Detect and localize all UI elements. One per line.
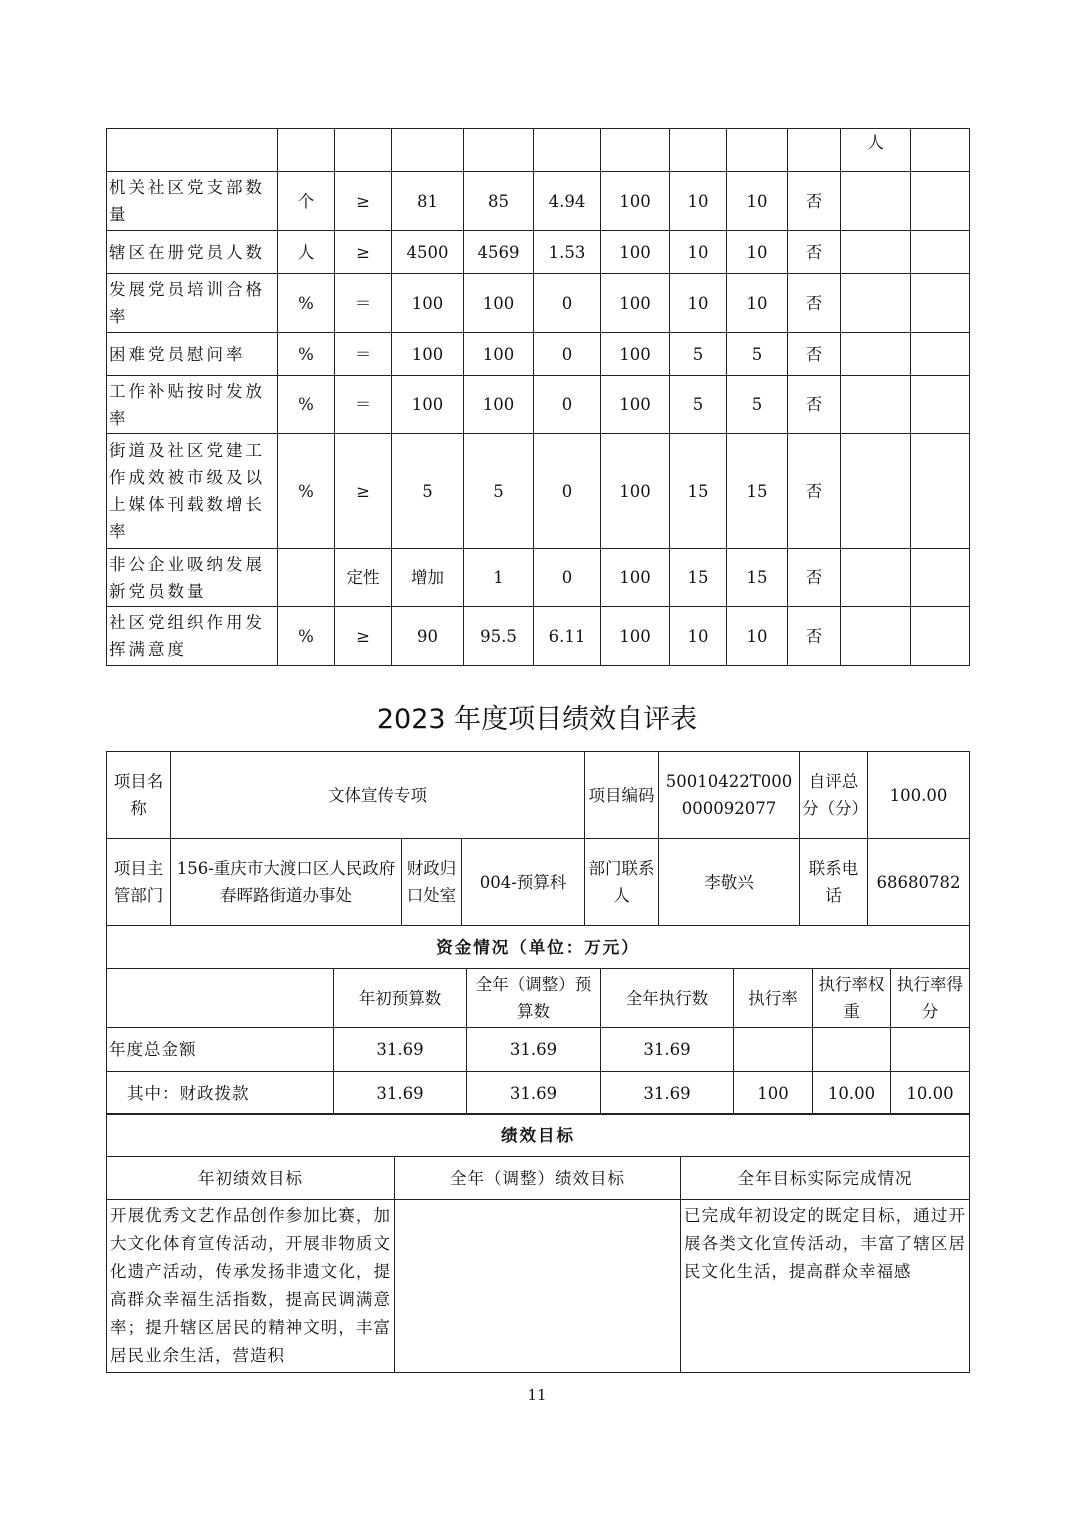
table-row [107, 274, 970, 333]
funds-header: 执行率得分 [891, 969, 970, 1028]
funds-row-label: 其中：财政拨款 [107, 1072, 334, 1115]
table-row [107, 839, 970, 926]
dept-label: 项目主管部门 [107, 839, 171, 926]
indicator-name: 困难党员慰问率 [107, 333, 278, 376]
weight-cell: 10 [670, 274, 727, 333]
self-score-label: 自评总分（分） [800, 752, 868, 839]
dept-value: 156-重庆市大渡口区人民政府春晖路街道办事处 [171, 839, 402, 926]
op-cell: ≥ [335, 434, 392, 549]
score-cell: 10 [727, 231, 788, 274]
funds-row-label: 年度总金额 [107, 1028, 334, 1072]
rate-cell: 100 [601, 376, 670, 434]
actual-cell: 100 [464, 274, 534, 333]
funds-header: 执行率 [734, 969, 813, 1028]
unit-cell: % [278, 607, 335, 666]
unit-cell [278, 549, 335, 607]
deviation-cell: 0 [534, 333, 601, 376]
table-row [107, 434, 970, 549]
table-row [107, 607, 970, 666]
indicator-name: 非公企业吸纳发展新党员数量 [107, 549, 278, 607]
actual-cell: 1 [464, 549, 534, 607]
funds-cell: 31.69 [601, 1072, 734, 1115]
table-row [107, 1028, 970, 1072]
flag-cell: 否 [788, 274, 841, 333]
phone-value: 68680782 [868, 839, 970, 926]
actual-cell: 95.5 [464, 607, 534, 666]
rate-cell: 100 [601, 333, 670, 376]
phone-label: 联系电话 [800, 839, 868, 926]
indicator-table [106, 128, 970, 666]
funds-header: 全年执行数 [601, 969, 734, 1028]
funds-cell [734, 1028, 813, 1072]
table-row [107, 1072, 970, 1115]
target-cell: 4500 [392, 231, 464, 274]
indicator-name: 发展党员培训合格率 [107, 274, 278, 333]
goals-table [106, 1113, 970, 1373]
weight-cell: 5 [670, 376, 727, 434]
op-cell: ≥ [335, 172, 392, 231]
unit-cell: % [278, 376, 335, 434]
table-row [107, 752, 970, 839]
target-cell: 90 [392, 607, 464, 666]
page-number: 11 [527, 1386, 547, 1404]
funds-cell: 10.00 [891, 1072, 970, 1115]
funds-cell: 31.69 [467, 1072, 601, 1115]
adjusted-goal-text [395, 1200, 681, 1373]
op-cell: ≥ [335, 607, 392, 666]
score-cell: 10 [727, 172, 788, 231]
rate-cell: 100 [601, 549, 670, 607]
flag-cell: 否 [788, 549, 841, 607]
target-cell: 100 [392, 274, 464, 333]
flag-cell: 否 [788, 607, 841, 666]
weight-cell: 10 [670, 607, 727, 666]
unit-cell: % [278, 333, 335, 376]
score-cell: 5 [727, 376, 788, 434]
score-cell: 10 [727, 607, 788, 666]
score-cell: 15 [727, 549, 788, 607]
table-row [107, 969, 970, 1028]
contact-value: 李敬兴 [659, 839, 800, 926]
target-cell: 100 [392, 333, 464, 376]
deviation-cell: 0 [534, 434, 601, 549]
deviation-cell: 4.94 [534, 172, 601, 231]
table-row [107, 172, 970, 231]
indicator-name: 辖区在册党员人数 [107, 231, 278, 274]
target-cell: 100 [392, 376, 464, 434]
rate-cell: 100 [601, 607, 670, 666]
unit-cell: % [278, 434, 335, 549]
actual-cell: 85 [464, 172, 534, 231]
project-code-label: 项目编码 [585, 752, 659, 839]
target-cell: 增加 [392, 549, 464, 607]
funds-cell: 100 [734, 1072, 813, 1115]
form-title: 2023 年度项目绩效自评表 [376, 704, 698, 735]
table-row [107, 926, 970, 969]
office-label: 财政归口处室 [402, 839, 462, 926]
op-cell: ＝ [335, 376, 392, 434]
score-cell: 15 [727, 434, 788, 549]
unit-cell: 人 [278, 231, 335, 274]
project-info-table [106, 751, 970, 926]
funds-cell: 31.69 [467, 1028, 601, 1072]
funds-cell: 10.00 [813, 1072, 891, 1115]
deviation-cell: 0 [534, 274, 601, 333]
deviation-cell: 6.11 [534, 607, 601, 666]
rate-cell: 100 [601, 434, 670, 549]
project-code-value: 50010422T000000092077 [659, 752, 800, 839]
funds-cell [891, 1028, 970, 1072]
deviation-cell: 0 [534, 549, 601, 607]
funds-cell [813, 1028, 891, 1072]
goals-header: 年初绩效目标 [107, 1157, 395, 1200]
target-cell: 81 [392, 172, 464, 231]
op-cell: ≥ [335, 231, 392, 274]
indicator-name: 社区党组织作用发挥满意度 [107, 607, 278, 666]
indicator-name: 机关社区党支部数量 [107, 172, 278, 231]
unit-cell: % [278, 274, 335, 333]
cell-fragment: 人 [841, 129, 911, 172]
weight-cell: 15 [670, 434, 727, 549]
table-row [107, 376, 970, 434]
flag-cell: 否 [788, 172, 841, 231]
table-row [107, 1200, 970, 1373]
weight-cell: 10 [670, 172, 727, 231]
actual-completion-text: 已完成年初设定的既定目标，通过开展各类文化宣传活动，丰富了辖区居民文化生活，提高群众幸福感 [681, 1200, 970, 1373]
funds-section-title: 资金情况（单位：万元） [107, 926, 970, 969]
unit-cell: 个 [278, 172, 335, 231]
op-cell: ＝ [335, 274, 392, 333]
op-cell: ＝ [335, 333, 392, 376]
funds-header: 全年（调整）预算数 [467, 969, 601, 1028]
funds-table [106, 925, 970, 1115]
flag-cell: 否 [788, 333, 841, 376]
actual-cell: 100 [464, 376, 534, 434]
actual-cell: 100 [464, 333, 534, 376]
table-row [107, 1157, 970, 1200]
weight-cell: 10 [670, 231, 727, 274]
score-cell: 10 [727, 274, 788, 333]
goals-header: 全年目标实际完成情况 [681, 1157, 970, 1200]
funds-cell: 31.69 [334, 1072, 467, 1115]
indicator-name: 工作补贴按时发放率 [107, 376, 278, 434]
indicator-name: 街道及社区党建工作成效被市级及以上媒体刊载数增长率 [107, 434, 278, 549]
office-value: 004-预算科 [462, 839, 585, 926]
weight-cell: 5 [670, 333, 727, 376]
table-row [107, 231, 970, 274]
table-row [107, 333, 970, 376]
deviation-cell: 1.53 [534, 231, 601, 274]
table-row [107, 1114, 970, 1157]
actual-cell: 5 [464, 434, 534, 549]
funds-header: 执行率权重 [813, 969, 891, 1028]
initial-goal-text: 开展优秀文艺作品创作参加比赛，加大文化体育宣传活动，开展非物质文化遗产活动，传承发扬非遗文化，提高群众幸福生活指数，提高民调满意率；提升辖区居民的精神文明，丰富居民业余生活，营造积 [107, 1200, 395, 1373]
deviation-cell: 0 [534, 376, 601, 434]
rate-cell: 100 [601, 231, 670, 274]
flag-cell: 否 [788, 231, 841, 274]
op-cell: 定性 [335, 549, 392, 607]
rate-cell: 100 [601, 274, 670, 333]
flag-cell: 否 [788, 434, 841, 549]
funds-cell: 31.69 [334, 1028, 467, 1072]
actual-cell: 4569 [464, 231, 534, 274]
score-cell: 5 [727, 333, 788, 376]
project-name-label: 项目名称 [107, 752, 171, 839]
funds-cell: 31.69 [601, 1028, 734, 1072]
table-row [107, 129, 970, 172]
funds-header: 年初预算数 [334, 969, 467, 1028]
weight-cell: 15 [670, 549, 727, 607]
contact-label: 部门联系人 [585, 839, 659, 926]
target-cell: 5 [392, 434, 464, 549]
project-name-value: 文体宣传专项 [171, 752, 585, 839]
table-row [107, 549, 970, 607]
goals-section-title: 绩效目标 [107, 1114, 970, 1157]
flag-cell: 否 [788, 376, 841, 434]
self-score-value: 100.00 [868, 752, 970, 839]
rate-cell: 100 [601, 172, 670, 231]
goals-header: 全年（调整）绩效目标 [395, 1157, 681, 1200]
